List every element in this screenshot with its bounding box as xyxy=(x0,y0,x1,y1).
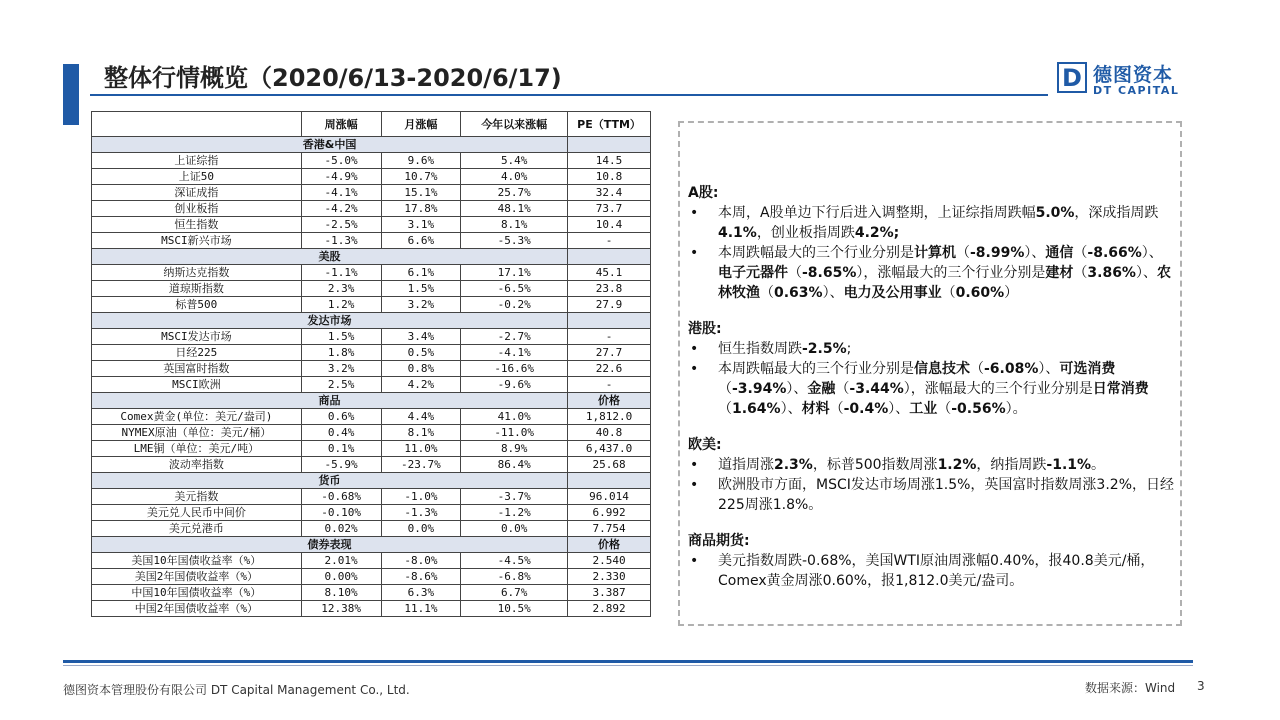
bullet-text: ），涨幅最大的三个行业分别是 xyxy=(903,381,1093,397)
table-cell: -23.7% xyxy=(381,457,461,473)
table-cell: 1.5% xyxy=(301,329,381,345)
section-label: 债券表现 xyxy=(92,537,568,553)
bullet-text: （ xyxy=(956,245,970,261)
bullet-emphasis: 4.2%; xyxy=(854,225,900,241)
table-cell: -0.2% xyxy=(461,297,568,313)
bullet-emphasis: 3.86% xyxy=(1087,265,1136,281)
table-row xyxy=(92,361,651,377)
bullet-text: ）、 xyxy=(1141,245,1163,261)
bullet-emphasis: 计算机 xyxy=(914,245,956,261)
table-cell: -1.0% xyxy=(381,489,461,505)
table-row xyxy=(92,569,651,585)
table-cell: -6.5% xyxy=(461,281,568,297)
table-row xyxy=(92,169,651,185)
table-cell: 2.892 xyxy=(568,601,651,617)
table-cell: 10.7% xyxy=(381,169,461,185)
section-header-row xyxy=(92,473,651,489)
bullet-item xyxy=(688,455,1174,475)
table-row xyxy=(92,601,651,617)
row-label: 美国2年国债收益率（%） xyxy=(92,569,302,585)
bullet-emphasis: -2.5% xyxy=(802,341,847,357)
table-cell: 40.8 xyxy=(568,425,651,441)
bullet-text: ; xyxy=(846,341,852,357)
table-cell: 8.10% xyxy=(301,585,381,601)
market-overview-table xyxy=(91,111,651,617)
bullet-text: ）。 xyxy=(1005,401,1027,417)
header-cell: 今年以来涨幅 xyxy=(461,112,568,137)
bullet-list xyxy=(688,551,1174,591)
table-row xyxy=(92,425,651,441)
table-row xyxy=(92,281,651,297)
table-cell: 3.2% xyxy=(381,297,461,313)
bullet-emphasis: 农林牧渔 xyxy=(718,265,1171,301)
section-label: 商品 xyxy=(92,393,568,409)
bullet-list xyxy=(688,455,1174,515)
section-header-row xyxy=(92,137,651,153)
table-cell: 1,812.0 xyxy=(568,409,651,425)
table-cell: 2.3% xyxy=(301,281,381,297)
bullet-text: ）、 xyxy=(822,285,844,301)
section-price-label: 价格 xyxy=(568,537,651,553)
row-label: MSCI欧洲 xyxy=(92,377,302,393)
row-label: 中国2年国债收益率（%） xyxy=(92,601,302,617)
table-row xyxy=(92,441,651,457)
bullet-text: （ xyxy=(941,285,956,301)
page-number: 3 xyxy=(1197,679,1205,693)
table-cell: 6.1% xyxy=(381,265,461,281)
bullet-emphasis: -8.99% xyxy=(970,245,1025,261)
bullet-text: ）、 xyxy=(888,401,910,417)
table-cell: 0.4% xyxy=(301,425,381,441)
section-price-label xyxy=(568,249,651,265)
table-cell: 1.5% xyxy=(381,281,461,297)
table-cell: 10.8 xyxy=(568,169,651,185)
table-cell: 17.1% xyxy=(461,265,568,281)
table-row xyxy=(92,201,651,217)
bullet-emphasis: -3.44% xyxy=(849,381,904,397)
row-label: 波动率指数 xyxy=(92,457,302,473)
table-cell: -4.1% xyxy=(461,345,568,361)
bullet-text: 本周，A股单边下行后进入调整期，上证综指周跌幅 xyxy=(718,205,1036,221)
table-row xyxy=(92,521,651,537)
row-label: 美元指数 xyxy=(92,489,302,505)
table-cell: -1.3% xyxy=(381,505,461,521)
section-header-row xyxy=(92,313,651,329)
row-label: Comex黄金(单位：美元/盎司) xyxy=(92,409,302,425)
bullet-text: （ xyxy=(718,381,732,397)
table-cell: 41.0% xyxy=(461,409,568,425)
table-cell: 6.3% xyxy=(381,585,461,601)
section-price-label xyxy=(568,473,651,489)
bullet-emphasis: -3.94% xyxy=(732,381,787,397)
table-cell: 2.540 xyxy=(568,553,651,569)
row-label: 上证50 xyxy=(92,169,302,185)
table-cell: -6.8% xyxy=(461,569,568,585)
bullet-text: ）、 xyxy=(1038,361,1060,377)
commentary-heading: A股: xyxy=(688,185,719,201)
bullet-text: ）、 xyxy=(1135,265,1157,281)
table-cell: 4.0% xyxy=(461,169,568,185)
table-cell: -11.0% xyxy=(461,425,568,441)
table-cell: -3.7% xyxy=(461,489,568,505)
table-row xyxy=(92,457,651,473)
bullet-item xyxy=(688,551,1174,591)
table-cell: 3.387 xyxy=(568,585,651,601)
bullet-emphasis: 电力及公用事业 xyxy=(843,285,942,301)
table-cell: 3.1% xyxy=(381,217,461,233)
row-label: 纳斯达克指数 xyxy=(92,265,302,281)
table-cell: 45.1 xyxy=(568,265,651,281)
bullet-text: 美元指数周跌-0.68%，美国WTI原油周涨幅0.40%，报40.8美元/桶，Comex黄金周涨0.60%，报1,812.0美元/盎司。 xyxy=(718,553,1155,589)
row-label: 美元兑人民币中间价 xyxy=(92,505,302,521)
bullet-emphasis: -0.4% xyxy=(843,401,889,417)
table-cell: -4.2% xyxy=(301,201,381,217)
bullet-text: 道指周涨 xyxy=(718,457,774,473)
row-label: 上证综指 xyxy=(92,153,302,169)
footer-rule xyxy=(63,660,1193,663)
table-cell: -8.0% xyxy=(381,553,461,569)
bullet-text: ，创业板指周跌 xyxy=(756,225,855,241)
row-label: 中国10年国债收益率（%） xyxy=(92,585,302,601)
table-cell: -9.6% xyxy=(461,377,568,393)
bullet-emphasis: -8.65% xyxy=(802,265,857,281)
bullet-text: ，标普500指数周涨 xyxy=(812,457,938,473)
logo-mark-icon xyxy=(1057,62,1087,93)
table-cell: 2.01% xyxy=(301,553,381,569)
table-cell: 0.6% xyxy=(301,409,381,425)
bullet-item xyxy=(688,203,1174,243)
table-cell: 0.5% xyxy=(381,345,461,361)
bullet-text: （ xyxy=(970,361,984,377)
title-accent-bar xyxy=(63,64,79,125)
table-cell: 2.330 xyxy=(568,569,651,585)
bullet-emphasis: 信息技术 xyxy=(914,361,970,377)
table-cell: 6,437.0 xyxy=(568,441,651,457)
table-cell: 9.6% xyxy=(381,153,461,169)
table-cell: 7.754 xyxy=(568,521,651,537)
bullet-item xyxy=(688,359,1174,419)
row-label: 创业板指 xyxy=(92,201,302,217)
bullet-emphasis: 0.63% xyxy=(774,285,823,301)
table-row xyxy=(92,345,651,361)
table-cell: 6.992 xyxy=(568,505,651,521)
table-row xyxy=(92,585,651,601)
row-label: 标普500 xyxy=(92,297,302,313)
logo-mark-letter: D xyxy=(1062,63,1082,92)
section-header-row xyxy=(92,393,651,409)
bullet-emphasis: 4.1% xyxy=(718,225,757,241)
bullet-text: （ xyxy=(718,401,732,417)
table-cell: 48.1% xyxy=(461,201,568,217)
table-cell: 25.7% xyxy=(461,185,568,201)
bullet-emphasis: -0.56% xyxy=(951,401,1006,417)
table-cell: 3.4% xyxy=(381,329,461,345)
table-cell: -4.9% xyxy=(301,169,381,185)
table-cell: 96.014 xyxy=(568,489,651,505)
table-cell: 8.1% xyxy=(461,217,568,233)
bullet-emphasis: 日常消费 xyxy=(1092,381,1149,397)
row-label: NYMEX原油（单位：美元/桶） xyxy=(92,425,302,441)
table-cell: -5.9% xyxy=(301,457,381,473)
bullet-text: ）、 xyxy=(780,401,802,417)
table-cell: 27.7 xyxy=(568,345,651,361)
table-row xyxy=(92,265,651,281)
table-cell: 1.8% xyxy=(301,345,381,361)
table-cell: -8.6% xyxy=(381,569,461,585)
table-cell: 11.1% xyxy=(381,601,461,617)
bullet-text: （ xyxy=(835,381,850,397)
table-cell: 2.5% xyxy=(301,377,381,393)
section-price-label xyxy=(568,313,651,329)
table-cell: 0.02% xyxy=(301,521,381,537)
block-gap xyxy=(688,515,1174,531)
footer-source: 数据来源：Wind xyxy=(1085,681,1176,695)
row-label: MSCI新兴市场 xyxy=(92,233,302,249)
table-row xyxy=(92,329,651,345)
title-underline xyxy=(90,94,1048,96)
table-cell: 23.8 xyxy=(568,281,651,297)
bullet-emphasis: 2.3% xyxy=(774,457,813,473)
table-row xyxy=(92,553,651,569)
table-cell: 0.8% xyxy=(381,361,461,377)
table-cell: -5.0% xyxy=(301,153,381,169)
table-cell: 1.2% xyxy=(301,297,381,313)
row-label: MSCI发达市场 xyxy=(92,329,302,345)
bullet-text: ）、 xyxy=(786,381,808,397)
bullet-text: 欧洲股市方面，MSCI发达市场周涨1.5%，英国富时指数周涨3.2%，日经225周涨1.8%。 xyxy=(718,477,1175,513)
table-cell: 8.9% xyxy=(461,441,568,457)
bullet-text: （ xyxy=(788,265,802,281)
table-cell: 27.9 xyxy=(568,297,651,313)
table-header-row xyxy=(92,112,651,137)
section-header-row xyxy=(92,537,651,553)
block-gap xyxy=(688,303,1174,319)
bullet-list xyxy=(688,339,1174,419)
table-cell: -16.6% xyxy=(461,361,568,377)
bullet-list xyxy=(688,203,1174,303)
table-cell: 0.00% xyxy=(301,569,381,585)
bullet-item xyxy=(688,339,1174,359)
bullet-emphasis: 建材 xyxy=(1045,265,1074,281)
bullet-emphasis: 1.64% xyxy=(732,401,781,417)
table-row xyxy=(92,377,651,393)
logo-english-name: DT CAPITAL xyxy=(1093,84,1180,97)
table-cell: -1.2% xyxy=(461,505,568,521)
table-cell: 6.6% xyxy=(381,233,461,249)
bullet-emphasis: 通信 xyxy=(1045,245,1074,261)
table-cell: -1.3% xyxy=(301,233,381,249)
table-cell: -4.5% xyxy=(461,553,568,569)
table-cell: 6.7% xyxy=(461,585,568,601)
commentary-content xyxy=(688,183,1174,591)
bullet-emphasis: 材料 xyxy=(801,401,830,417)
bullet-text: ） xyxy=(1004,285,1019,301)
table-cell: 22.6 xyxy=(568,361,651,377)
header-cell: PE（TTM） xyxy=(568,112,651,137)
bullet-emphasis: 工业 xyxy=(909,401,938,417)
table-body xyxy=(92,137,651,617)
block-gap xyxy=(688,419,1174,435)
table-cell: 86.4% xyxy=(461,457,568,473)
commentary-heading: 欧美: xyxy=(688,437,722,453)
table-row xyxy=(92,153,651,169)
table-cell: 32.4 xyxy=(568,185,651,201)
bullet-emphasis: 1.2% xyxy=(937,457,977,473)
table-cell: 73.7 xyxy=(568,201,651,217)
section-label: 香港&中国 xyxy=(92,137,568,153)
table-row xyxy=(92,297,651,313)
row-label: 深证成指 xyxy=(92,185,302,201)
bullet-text: （ xyxy=(937,401,952,417)
row-label: 日经225 xyxy=(92,345,302,361)
bullet-text: ）、 xyxy=(1024,245,1046,261)
table-row xyxy=(92,409,651,425)
row-label: 英国富时指数 xyxy=(92,361,302,377)
bullet-emphasis: 电子元器件 xyxy=(718,265,788,281)
table-cell: 0.1% xyxy=(301,441,381,457)
table-row xyxy=(92,217,651,233)
row-label: 美元兑港币 xyxy=(92,521,302,537)
bullet-item xyxy=(688,243,1174,303)
header-cell: 月涨幅 xyxy=(381,112,461,137)
table-cell: 12.38% xyxy=(301,601,381,617)
section-header-row xyxy=(92,249,651,265)
table-cell: -1.1% xyxy=(301,265,381,281)
table-cell: 25.68 xyxy=(568,457,651,473)
table-cell: 3.2% xyxy=(301,361,381,377)
footer-company: 德图资本管理股份有限公司 DT Capital Management Co., Ltd. xyxy=(63,683,410,697)
section-price-label xyxy=(568,137,651,153)
bullet-emphasis: -6.08% xyxy=(984,361,1039,377)
bullet-emphasis: -1.1% xyxy=(1046,457,1092,473)
table-cell: -2.7% xyxy=(461,329,568,345)
row-label: 美国10年国债收益率（%） xyxy=(92,553,302,569)
bullet-emphasis: 5.0% xyxy=(1035,205,1075,221)
section-price-label: 价格 xyxy=(568,393,651,409)
section-label: 货币 xyxy=(92,473,568,489)
bullet-text: （ xyxy=(760,285,774,301)
bullet-text: ），涨幅最大的三个行业分别是 xyxy=(856,265,1046,281)
table-cell: 0.0% xyxy=(381,521,461,537)
table-cell: -0.68% xyxy=(301,489,381,505)
bullet-text: （ xyxy=(1073,245,1088,261)
bullet-text: 本周跌幅最大的三个行业分别是 xyxy=(718,361,914,377)
table-cell: 11.0% xyxy=(381,441,461,457)
company-logo xyxy=(1057,60,1182,100)
bullet-text: 。 xyxy=(1091,457,1106,473)
table-cell: 0.0% xyxy=(461,521,568,537)
bullet-emphasis: 可选消费 xyxy=(1059,361,1116,377)
bullet-emphasis: -8.66% xyxy=(1087,245,1142,261)
bullet-text: （ xyxy=(829,401,844,417)
table-cell: 10.4 xyxy=(568,217,651,233)
row-label: LME铜（单位：美元/吨） xyxy=(92,441,302,457)
row-label: 恒生指数 xyxy=(92,217,302,233)
table-cell: - xyxy=(568,377,651,393)
table-cell: - xyxy=(568,329,651,345)
table-cell: 4.4% xyxy=(381,409,461,425)
bullet-text: ，深成指周跌 xyxy=(1074,205,1159,221)
bullet-item xyxy=(688,475,1174,515)
bullet-text: 本周跌幅最大的三个行业分别是 xyxy=(718,245,914,261)
table-cell: 8.1% xyxy=(381,425,461,441)
table-cell: -0.10% xyxy=(301,505,381,521)
bullet-text: ，纳指周跌 xyxy=(976,457,1047,473)
commentary-heading: 商品期货: xyxy=(688,533,750,549)
header-cell: 周涨幅 xyxy=(301,112,381,137)
table-cell: 5.4% xyxy=(461,153,568,169)
footer-rule-thin xyxy=(63,665,1193,666)
commentary-panel xyxy=(678,121,1182,626)
table-cell: - xyxy=(568,233,651,249)
table-cell: -2.5% xyxy=(301,217,381,233)
table-cell: 4.2% xyxy=(381,377,461,393)
table-row xyxy=(92,505,651,521)
header-cell xyxy=(92,112,302,137)
table-row xyxy=(92,185,651,201)
page-title: 整体行情概览（2020/6/13-2020/6/17) xyxy=(104,64,562,92)
table-row xyxy=(92,233,651,249)
table-cell: 10.5% xyxy=(461,601,568,617)
bullet-emphasis: 金融 xyxy=(807,381,836,397)
section-label: 美股 xyxy=(92,249,568,265)
logo-chinese-name: 德图资本 xyxy=(1093,64,1174,86)
table-cell: 14.5 xyxy=(568,153,651,169)
bullet-text: （ xyxy=(1073,265,1088,281)
commentary-heading: 港股: xyxy=(688,321,722,337)
table-cell: -5.3% xyxy=(461,233,568,249)
table-cell: -4.1% xyxy=(301,185,381,201)
bullet-emphasis: 0.60% xyxy=(955,285,1005,301)
table-row xyxy=(92,489,651,505)
table-cell: 17.8% xyxy=(381,201,461,217)
bullet-text: 恒生指数周跌 xyxy=(718,341,802,357)
section-label: 发达市场 xyxy=(92,313,568,329)
row-label: 道琼斯指数 xyxy=(92,281,302,297)
table-cell: 15.1% xyxy=(381,185,461,201)
